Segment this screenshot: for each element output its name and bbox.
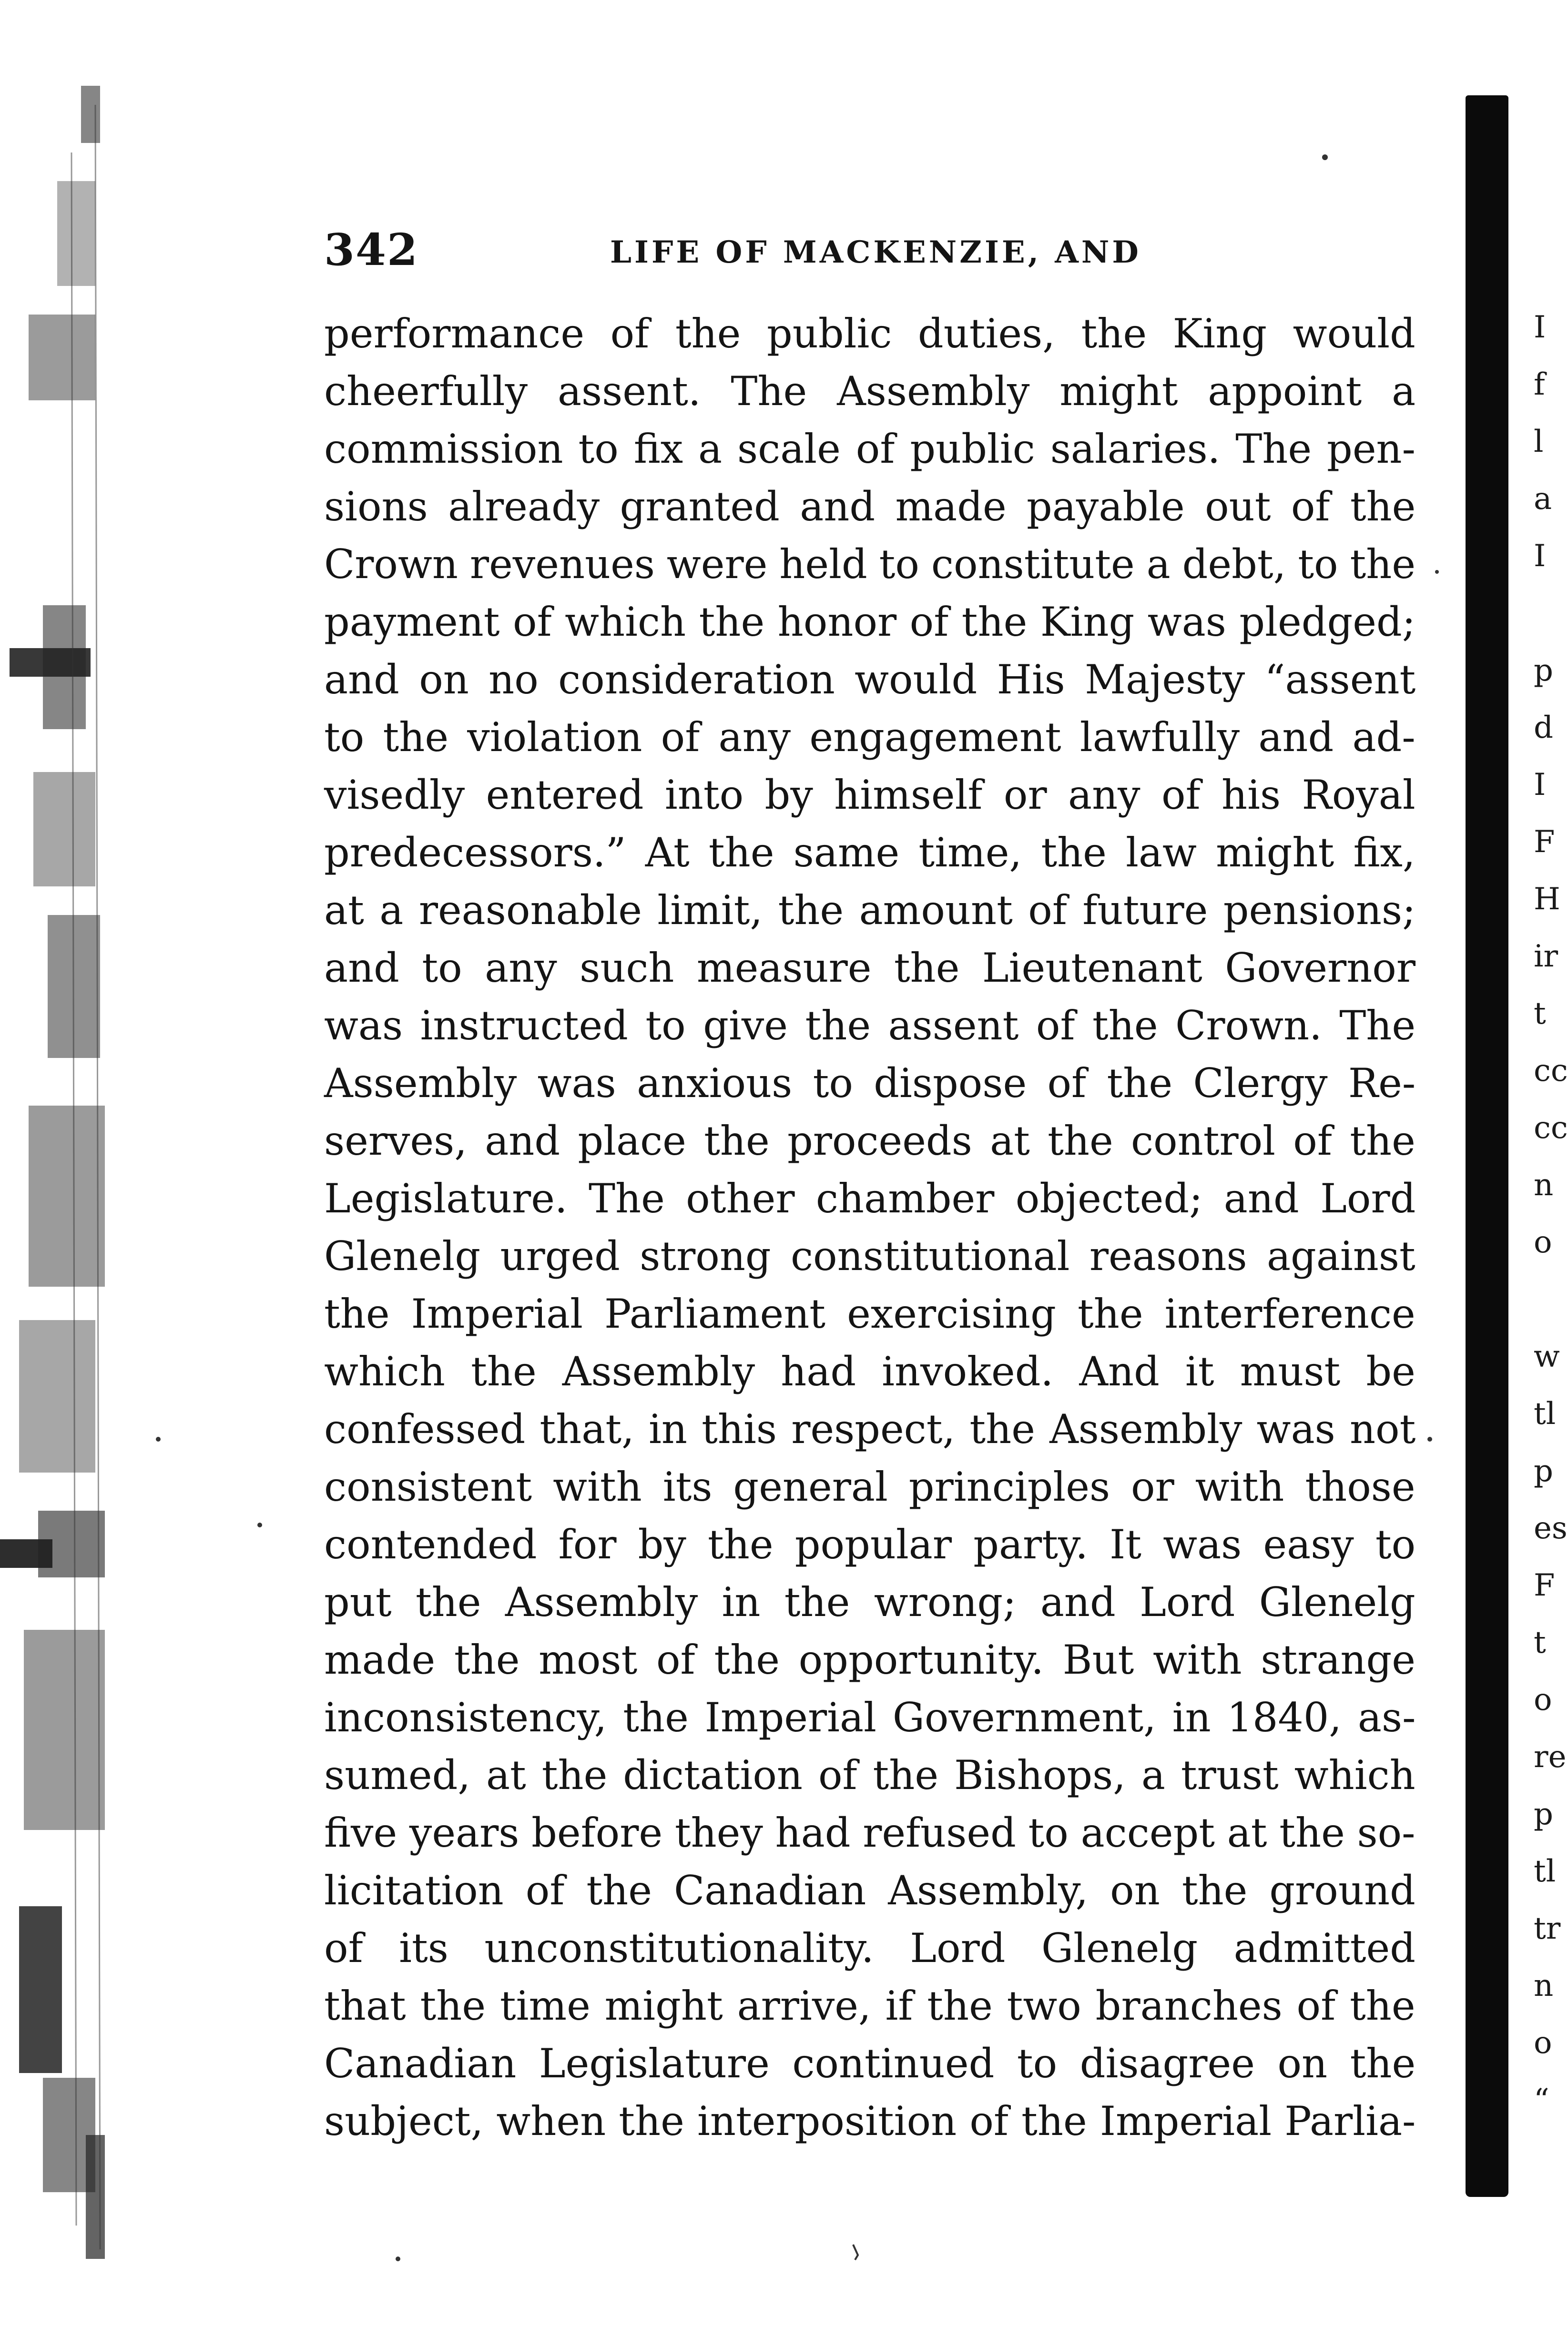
text-line: visedly entered into by himself or any of his Royal — [324, 772, 1415, 818]
facing-fragment: f — [1534, 367, 1545, 402]
facing-fragment: l — [1534, 424, 1544, 459]
text-line: put the Assembly in the wrong; and Lord Glenelg — [324, 1579, 1415, 1626]
text-line: the Imperial Parliament exercising the interference — [324, 1291, 1415, 1337]
facing-fragment: d — [1534, 710, 1553, 745]
body-text — [324, 305, 1415, 2150]
facing-fragment: F — [1534, 824, 1555, 860]
scan-binding-edge-right — [1466, 95, 1508, 2197]
text-line: consistent with its general principles or with those — [324, 1464, 1415, 1510]
text-line: sumed, at the dictation of the Bishops, a trust which — [324, 1752, 1415, 1799]
page-number: 342 — [324, 224, 419, 275]
facing-fragment: tr — [1534, 1911, 1561, 1946]
text-line: Assembly was anxious to dispose of the Clergy Re- — [324, 1060, 1416, 1107]
facing-fragment: t — [1534, 996, 1546, 1031]
text-line: payment of which the honor of the King was pledged; — [324, 599, 1416, 645]
facing-fragment: ir — [1534, 939, 1558, 974]
text-line: confessed that, in this respect, the Assembly was not — [324, 1406, 1416, 1453]
facing-fragment: o — [1534, 1225, 1552, 1260]
text-line: cheerfully assent. The Assembly might appoint a — [324, 368, 1416, 415]
text-line: Crown revenues were held to constitute a debt, to the — [324, 541, 1416, 588]
facing-fragment: H — [1534, 882, 1560, 917]
text-line: that the time might arrive, if the two branches of the — [324, 1982, 1415, 2029]
text-line: and on no consideration would His Majesty “assent — [324, 656, 1416, 703]
facing-fragment: n — [1534, 1968, 1554, 2003]
text-line: predecessors.” At the same time, the law might fix, — [324, 829, 1415, 876]
facing-fragment: p — [1534, 1797, 1553, 1832]
facing-fragment: p — [1534, 653, 1553, 688]
text-line: licitation of the Canadian Assembly, on the ground — [324, 1867, 1415, 1914]
facing-fragment: cc — [1534, 1110, 1568, 1146]
facing-fragment: w — [1534, 1339, 1560, 1374]
facing-fragment: tl — [1534, 1854, 1556, 1889]
facing-fragment: a — [1534, 481, 1552, 517]
facing-fragment: re — [1534, 1739, 1567, 1775]
page-header — [324, 224, 1415, 276]
text-line: Glenelg urged strong constitutional reasons against — [324, 1233, 1415, 1280]
facing-fragment: “ — [1534, 2083, 1549, 2118]
text-line: serves, and place the proceeds at the control of the — [324, 1118, 1415, 1164]
text-line: performance of the public duties, the King would — [324, 310, 1415, 357]
text-line: Legislature. The other chamber objected; and Lord — [324, 1175, 1416, 1222]
text-line: commission to fix a scale of public salaries. The pen- — [324, 426, 1416, 472]
facing-fragment: tl — [1534, 1396, 1556, 1432]
text-line: sions already granted and made payable out of the — [324, 483, 1416, 530]
running-head: LIFE OF MACKENZIE, AND — [610, 234, 1141, 270]
text-line: made the most of the opportunity. But with strange — [324, 1637, 1416, 1683]
text-line: which the Assembly had invoked. And it must be — [324, 1348, 1415, 1395]
text-line: was instructed to give the assent of the Crown. The — [324, 1002, 1416, 1049]
facing-fragment: I — [1534, 310, 1546, 345]
facing-fragment: n — [1534, 1168, 1554, 1203]
facing-page-fragment — [1534, 0, 1568, 2338]
text-line: to the violation of any engagement lawfully and ad- — [324, 714, 1415, 761]
facing-fragment: t — [1534, 1625, 1546, 1660]
text-line: contended for by the popular party. It was easy to — [324, 1521, 1416, 1568]
facing-fragment: I — [1534, 767, 1546, 803]
text-line: subject, when the interposition of the Imperial Parlia- — [324, 2098, 1416, 2145]
text-line: and to any such measure the Lieutenant Governor — [324, 945, 1416, 991]
text-line: inconsistency, the Imperial Government, in 1840, as- — [324, 1694, 1416, 1741]
text-line: at a reasonable limit, the amount of future pensions; — [324, 887, 1416, 934]
facing-fragment: cc — [1534, 1053, 1568, 1088]
scan-binding-edge-left — [0, 57, 157, 2297]
facing-fragment: F — [1534, 1568, 1555, 1603]
text-line: Canadian Legislature continued to disagree on the — [324, 2040, 1416, 2087]
facing-fragment: I — [1534, 539, 1546, 574]
text-line: five years before they had refused to accept at the so- — [324, 1809, 1415, 1856]
facing-fragment: o — [1534, 2025, 1552, 2061]
facing-fragment: o — [1534, 1682, 1552, 1718]
text-line: of its unconstitutionality. Lord Glenelg admitted — [324, 1925, 1416, 1972]
facing-fragment: p — [1534, 1454, 1553, 1489]
facing-fragment: es — [1534, 1511, 1568, 1546]
